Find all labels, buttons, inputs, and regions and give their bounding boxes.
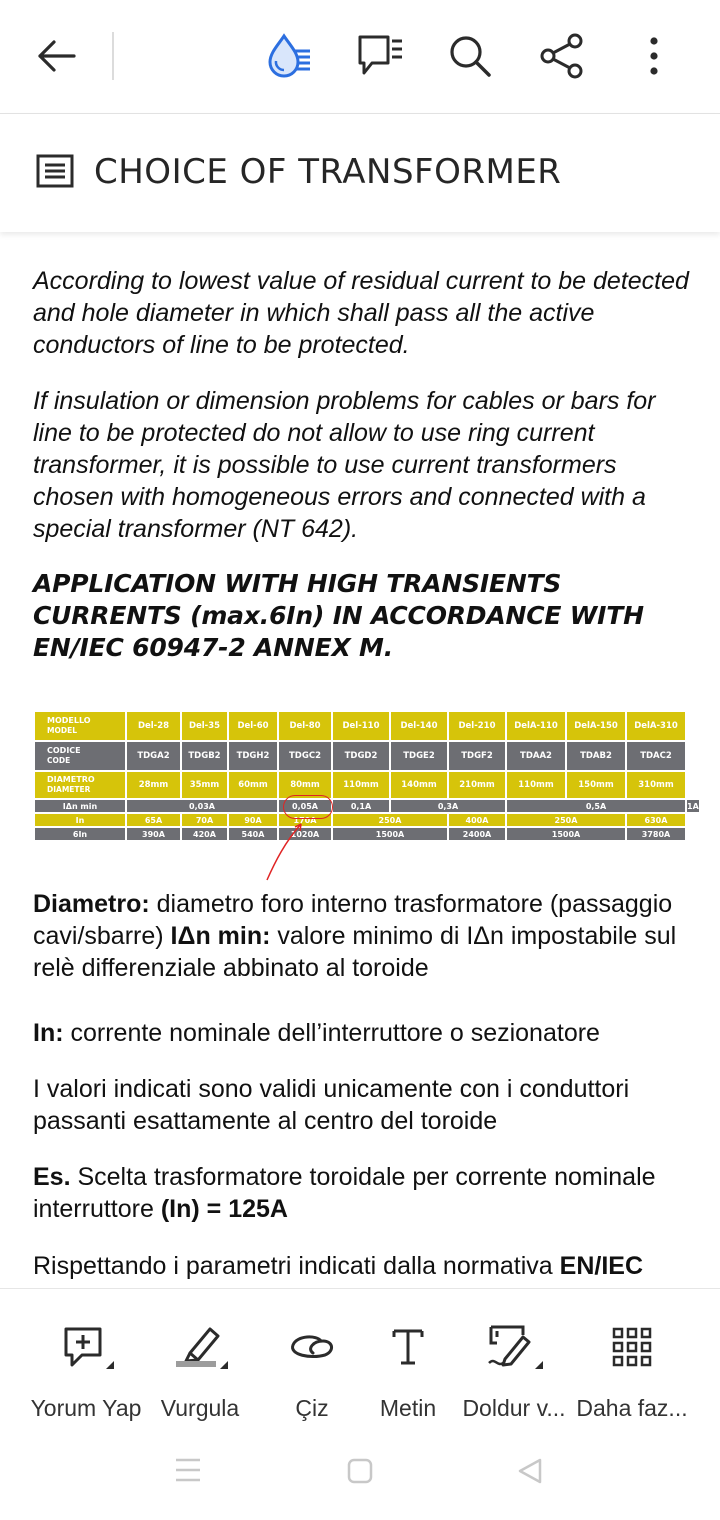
more-tools-button[interactable]	[572, 1319, 692, 1422]
table-cell: 140mm	[391, 772, 447, 800]
table-cell: 0,1A	[333, 800, 389, 814]
table-cell: TDAB2	[567, 742, 625, 772]
comment-tool-label: Yorum Yap	[30, 1395, 142, 1421]
home-nav-icon[interactable]	[346, 1457, 374, 1490]
more-vert-icon[interactable]	[628, 30, 680, 82]
document-content	[0, 232, 720, 1288]
transformer-spec-table	[33, 712, 701, 842]
table-cell: Del-60	[229, 712, 277, 742]
table-row	[35, 772, 699, 800]
row-label: 6In	[35, 828, 125, 842]
table-cell: 400A	[449, 814, 505, 828]
table-cell: Del-210	[449, 712, 505, 742]
table-cell: 0,03A	[127, 800, 277, 814]
table-cell: TDAA2	[507, 742, 565, 772]
table-cell: DelA-150	[567, 712, 625, 742]
table-cell: 3780A	[627, 828, 685, 842]
table-cell: Del-140	[391, 712, 447, 742]
table-cell: 0,5A	[507, 800, 685, 814]
table-cell: 70A	[182, 814, 227, 828]
table-cell: 310mm	[627, 772, 685, 800]
more-tools-label: Daha faz...	[576, 1395, 688, 1421]
highlighter-icon	[140, 1319, 260, 1375]
table-cell: 0,05A	[279, 800, 331, 814]
back-nav-icon[interactable]	[516, 1457, 544, 1490]
table-cell: 110mm	[333, 772, 389, 800]
liquid-mode-icon[interactable]	[262, 30, 314, 82]
table-cell: 90A	[229, 814, 277, 828]
row-label: DIAMETRO	[47, 775, 95, 784]
text-view-icon[interactable]	[36, 154, 76, 192]
table-cell: 2400A	[449, 828, 505, 842]
row-sublabel: DIAMETER	[47, 785, 91, 794]
system-navigation-bar	[0, 1429, 720, 1520]
table-cell: TDGA2	[127, 742, 180, 772]
table-cell: TDGF2	[449, 742, 505, 772]
table-cell: 170A	[279, 814, 331, 828]
paragraph-valori: I valori indicati sono validi unicamente con i conduttori passanti esattamente al centro del toroide	[33, 1075, 630, 1135]
table-cell: 35mm	[182, 772, 227, 800]
row-sublabel: MODEL	[47, 726, 77, 735]
fill-sign-icon	[454, 1319, 574, 1375]
table-cell: 420A	[182, 828, 227, 842]
table-cell: TDGH2	[229, 742, 277, 772]
text-icon	[348, 1319, 468, 1375]
table-cell: 250A	[507, 814, 625, 828]
row-label: IΔn min	[35, 800, 125, 814]
table-cell: 0,3A	[391, 800, 505, 814]
table-row	[35, 800, 699, 814]
paragraph-esempio: Es. Scelta trasformatore toroidale per corrente nominale interruttore (In) = 125A	[33, 1163, 656, 1223]
table-cell: 210mm	[449, 772, 505, 800]
table-cell: 540A	[229, 828, 277, 842]
paragraph-rispettando: Rispettando i parametri indicati dalla normativa EN/IEC	[33, 1252, 644, 1280]
search-icon[interactable]	[444, 30, 496, 82]
menu-nav-icon[interactable]	[174, 1457, 202, 1488]
table-cell: TDGD2	[333, 742, 389, 772]
paragraph-intro: According to lowest value of residual current to be detected and hole diameter in which shall pass all the active conductors of line to be protected.	[33, 267, 689, 359]
table-row	[35, 742, 699, 772]
fill-sign-tool-button[interactable]	[454, 1319, 574, 1422]
table-cell: 80mm	[279, 772, 331, 800]
red-ink-circle-annotation[interactable]	[283, 795, 333, 819]
table-cell: 110mm	[507, 772, 565, 800]
table-cell: TDGE2	[391, 742, 447, 772]
paragraph-in: In: corrente nominale dell’interruttore o sezionatore	[33, 1019, 600, 1047]
highlight-tool-button[interactable]	[140, 1319, 260, 1422]
red-ink-arrow-annotation[interactable]	[255, 822, 315, 882]
table-cell: TDGC2	[279, 742, 331, 772]
table-cell: 1020A	[279, 828, 331, 842]
document-title: CHOICE OF TRANSFORMER	[94, 152, 562, 192]
highlight-tool-label: Vurgula	[160, 1395, 240, 1421]
section-heading: APPLICATION WITH HIGH TRANSIENTS CURRENTS (max.6In) IN ACCORDANCE WITH EN/IEC 60947-2 ANNEX M.	[33, 569, 644, 662]
row-label: MODELLO	[47, 716, 91, 725]
table-row	[35, 814, 699, 828]
table-cell: 1500A	[507, 828, 625, 842]
table-cell: Del-35	[182, 712, 227, 742]
table-cell: 630A	[627, 814, 685, 828]
document-header	[0, 114, 720, 232]
table-row	[35, 828, 699, 842]
paragraph-diametro: Diametro: diametro foro interno trasformatore (passaggio cavi/sbarre) IΔn min: valore minimo di IΔn impostabile sul relè differenziale abbinato al toroide	[33, 890, 677, 982]
table-cell: 60mm	[229, 772, 277, 800]
table-cell: Del-80	[279, 712, 331, 742]
arrow-left-icon[interactable]	[30, 30, 82, 82]
table-cell: Del-28	[127, 712, 180, 742]
share-icon[interactable]	[536, 30, 588, 82]
bottom-toolbar	[0, 1288, 720, 1520]
toolbar-divider	[112, 32, 114, 80]
comment-tool-button[interactable]	[26, 1319, 146, 1422]
table-cell: 28mm	[127, 772, 180, 800]
table-cell: 65A	[127, 814, 180, 828]
table-cell: TDGB2	[182, 742, 227, 772]
draw-tool-label: Çiz	[295, 1395, 329, 1421]
table-row	[35, 712, 699, 742]
comment-list-icon[interactable]	[354, 30, 406, 82]
paragraph-insulation: If insulation or dimension problems for cables or bars for line to be protected do not allow to use ring current transformer, it is possible to use current transformers chosen with homogeneous errors and connected with a special transformer (NT 642).	[33, 387, 656, 543]
table-cell: 150mm	[567, 772, 625, 800]
table-cell: DelA-310	[627, 712, 685, 742]
row-label: In	[35, 814, 125, 828]
fill-sign-tool-label: Doldur v...	[462, 1395, 566, 1421]
grid-icon	[572, 1319, 692, 1375]
row-sublabel: CODE	[47, 756, 71, 765]
top-app-bar	[0, 0, 720, 114]
row-label: CODICE	[47, 746, 81, 755]
table-cell: DelA-110	[507, 712, 565, 742]
table-cell: 390A	[127, 828, 180, 842]
table-cell: 1500A	[333, 828, 447, 842]
table-cell: 1A	[687, 800, 699, 814]
table-cell: TDAC2	[627, 742, 685, 772]
text-tool-label: Metin	[379, 1395, 437, 1421]
text-tool-button[interactable]	[348, 1319, 468, 1422]
table-cell: 250A	[333, 814, 447, 828]
table-cell: Del-110	[333, 712, 389, 742]
add-comment-icon	[26, 1319, 146, 1375]
